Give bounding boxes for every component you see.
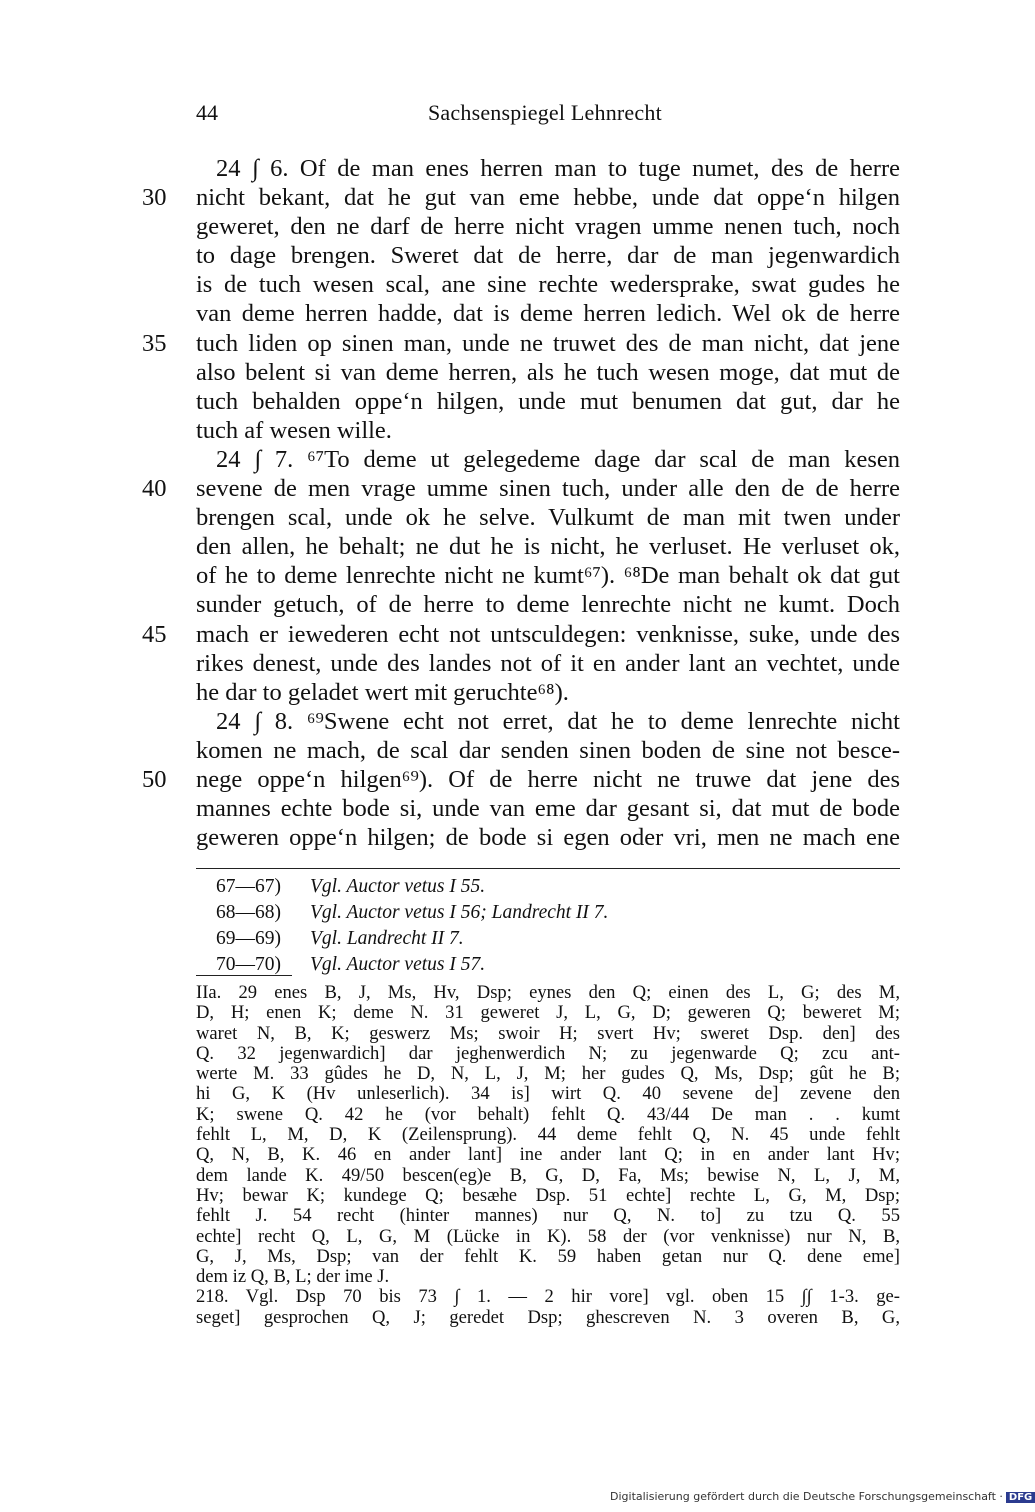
apparatus-line: [0, 1105, 1000, 1125]
line-text: 24 ∫ 7. ⁶⁷To deme ut gelegedeme dage dar scal de man kesen: [216, 445, 900, 473]
text-line: [0, 416, 1000, 445]
line-text: tuch behalden oppe‘n hilgen, unde mut benumen dat gut, dar he: [196, 387, 900, 415]
footnote-number: 67—67): [216, 876, 281, 897]
apparatus-line: [0, 1308, 1000, 1328]
footnote: [0, 874, 1000, 900]
text-line: [0, 620, 1000, 649]
line-text: nicht bekant, dat he gut van eme hebbe, unde dat oppe‘n hilgen: [196, 184, 900, 212]
footnote-number: 69—69): [216, 928, 281, 949]
apparatus-text: G, J, Ms, Dsp; van der fehlt K. 59 haben getan nur Q. dene eme]: [196, 1245, 900, 1267]
text-line: [0, 590, 1000, 619]
footnotes: [0, 874, 1000, 978]
line-number: 35: [142, 329, 167, 357]
line-text: also belent si van deme herren, als he tuch wesen moge, dat mut de: [196, 358, 900, 386]
line-text: tuch liden op sinen man, unde ne truwet des de man nicht, dat jene: [196, 329, 900, 357]
apparatus-text: hi G, K (Hv unleserlich). 34 is] wirt Q. 40 sevene de] zevene den: [196, 1083, 900, 1105]
text-line: [0, 503, 1000, 532]
apparatus-line: [0, 1125, 1000, 1145]
apparatus-text: dem iz Q, B, L; der ime J.: [196, 1266, 390, 1288]
apparatus-line: [0, 1044, 1000, 1064]
dfg-logo-icon: DFG: [1006, 1492, 1035, 1503]
text-line: [0, 241, 1000, 270]
line-text: geweret, den ne darf de herre nicht vragen umme nenen tuch, noch: [196, 213, 900, 241]
line-number: 30: [142, 184, 167, 212]
apparatus-text: werte M. 33 gûdes he D, N, L, J, M; her gudes Q, Ms, Dsp; gût he B;: [196, 1063, 900, 1085]
page-header: [0, 100, 1000, 136]
footnote-text: Vgl. Auctor vetus I 55.: [310, 876, 486, 897]
line-text: mannes echte bode si, unde van eme dar gesant si, dat mut de bode: [196, 795, 900, 823]
line-text: sevene de men vrage umme sinen tuch, under alle den de de herre: [196, 475, 900, 503]
apparatus-text: waret N, B, K; geswerz Ms; swoir H; svert Hv; sweret Dsp. den] des: [196, 1022, 900, 1044]
text-line: [0, 794, 1000, 823]
apparatus-line: [0, 1247, 1000, 1267]
text-line: [0, 736, 1000, 765]
text-line: [0, 823, 1000, 852]
apparatus-line: [0, 1206, 1000, 1226]
apparatus-line: [0, 1024, 1000, 1044]
text-line: [0, 561, 1000, 590]
apparatus-line: [0, 1287, 1000, 1307]
apparatus-line: [0, 1186, 1000, 1206]
text-line: [0, 154, 1000, 183]
footnote: [0, 952, 1000, 978]
text-line: [0, 649, 1000, 678]
line-text: 24 ∫ 6. Of de man enes herren man to tuge numet, des de herre: [216, 155, 900, 182]
footnote-number: 68—68): [216, 902, 281, 923]
text-line: [0, 299, 1000, 328]
apparatus-text: fehlt L, M, D, K (Zeilensprung). 44 deme fehlt Q, N. 45 unde fehlt: [196, 1124, 900, 1146]
line-text: den allen, he behalt; ne dut he is nicht, he verluset. He verluset ok,: [196, 533, 900, 561]
footnote-number: 70—70): [216, 954, 281, 975]
apparatus-text: echte] recht Q, L, G, M (Lücke in K). 58 der (vor venknisse) nur N, B,: [196, 1225, 900, 1247]
apparatus-line: [0, 1003, 1000, 1023]
apparatus-separator: [196, 975, 292, 976]
text-line: [0, 678, 1000, 707]
footnote: [0, 900, 1000, 926]
line-text: nege oppe‘n hilgen⁶⁹). Of de herre nicht ne truwe dat jene des: [196, 765, 900, 793]
text-line: [0, 329, 1000, 358]
apparatus-line: [0, 1227, 1000, 1247]
apparatus-text: dem lande K. 49/50 bescen(eg)e B, G, D, Fa, Ms; bewise N, L, J, M,: [196, 1164, 900, 1186]
text-line: [0, 474, 1000, 503]
line-number: 40: [142, 475, 167, 503]
apparatus-text: fehlt J. 54 recht (hinter mannes) nur Q, N. to] zu tzu Q. 55: [196, 1205, 900, 1227]
line-text: tuch af wesen wille.: [196, 416, 392, 444]
line-text: rikes denest, unde des landes not of it en ander lant an vechtet, unde: [196, 649, 900, 677]
line-text: mach er iewederen echt not untsculdegen: venknisse, suke, unde des: [196, 620, 900, 648]
digitization-footer: [610, 1490, 1035, 1503]
text-line: [0, 270, 1000, 299]
apparatus-line: [0, 983, 1000, 1003]
apparatus-text: Hv; bewar K; kundege Q; besæhe Dsp. 51 echte] rechte L, G, M, Dsp;: [196, 1184, 900, 1206]
text-line: [0, 183, 1000, 212]
apparatus-text: 218. Vgl. Dsp 70 bis 73 ∫ 1. — 2 hir vore] vgl. oben 15 ∫∫ 1-3. ge-: [196, 1286, 900, 1308]
footer-text: Digitalisierung gefördert durch die Deutsche Forschungsgemeinschaft ·: [610, 1490, 1003, 1503]
apparatus-text: IIa. 29 enes B, J, Ms, Hv, Dsp; eynes den Q; einen des L, G; des M,: [196, 982, 900, 1003]
line-number: 45: [142, 620, 167, 648]
apparatus-line: [0, 1267, 1000, 1287]
footnote-text: Vgl. Landrecht II 7.: [310, 928, 464, 949]
line-text: geweren oppe‘n hilgen; de bode si egen oder vri, men ne mach ene: [196, 824, 900, 852]
line-text: 24 ∫ 8. ⁶⁹Swene echt not erret, dat he to deme lenrechte nicht: [216, 707, 900, 735]
text-line: [0, 387, 1000, 416]
line-text: he dar to geladet wert mit geruchte⁶⁸).: [196, 678, 569, 706]
critical-apparatus: [0, 983, 1000, 1328]
apparatus-line: [0, 1064, 1000, 1084]
footnote-text: Vgl. Auctor vetus I 57.: [310, 954, 486, 975]
apparatus-line: [0, 1084, 1000, 1104]
line-text: is de tuch wesen scal, ane sine rechte wedersprake, swat gudes he: [196, 271, 900, 299]
footnote: [0, 926, 1000, 952]
page-number: 44: [196, 100, 218, 125]
footnote-text: Vgl. Auctor vetus I 56; Landrecht II 7.: [310, 902, 609, 923]
text-line: [0, 445, 1000, 474]
running-title: Sachsenspiegel Lehnrecht: [428, 100, 662, 125]
apparatus-text: Q. 32 jegenwardich] dar jeghenwerdich N; zu jegenwarde Q; zcu ant-: [196, 1042, 900, 1064]
text-line: [0, 532, 1000, 561]
line-number: 50: [142, 765, 167, 793]
apparatus-line: [0, 1166, 1000, 1186]
footnote-separator: [196, 868, 900, 869]
text-line: [0, 358, 1000, 387]
text-line: [0, 765, 1000, 794]
apparatus-line: [0, 1145, 1000, 1165]
line-text: komen ne mach, de scal dar senden sinen boden de sine not besce-: [196, 736, 900, 764]
line-text: sunder getuch, of de herre to deme lenrechte nicht ne kumt. Doch: [196, 591, 900, 619]
main-text: [0, 154, 1000, 852]
line-text: brengen scal, unde ok he selve. Vulkumt de man mit twen under: [196, 504, 900, 532]
line-text: to dage brengen. Sweret dat de herre, dar de man jegenwardich: [196, 242, 900, 270]
text-line: [0, 212, 1000, 241]
apparatus-text: Q, N, B, K. 46 en ander lant] ine ander lant Q; in en ander lant Hv;: [196, 1144, 900, 1166]
line-text: van deme herren hadde, dat is deme herren ledich. Wel ok de herre: [196, 300, 900, 328]
line-text: of he to deme lenrechte nicht ne kumt⁶⁷). ⁶⁸De man behalt ok dat gut: [196, 562, 900, 590]
apparatus-text: D, H; enen K; deme N. 31 geweret J, L, G, D; geweren Q; beweret M;: [196, 1002, 900, 1024]
text-line: [0, 707, 1000, 736]
apparatus-text: seget] gesprochen Q, J; geredet Dsp; ghescreven N. 3 overen B, G,: [196, 1306, 900, 1328]
apparatus-text: K; swene Q. 42 he (vor behalt) fehlt Q. 43/44 De man . . kumt: [196, 1103, 900, 1125]
